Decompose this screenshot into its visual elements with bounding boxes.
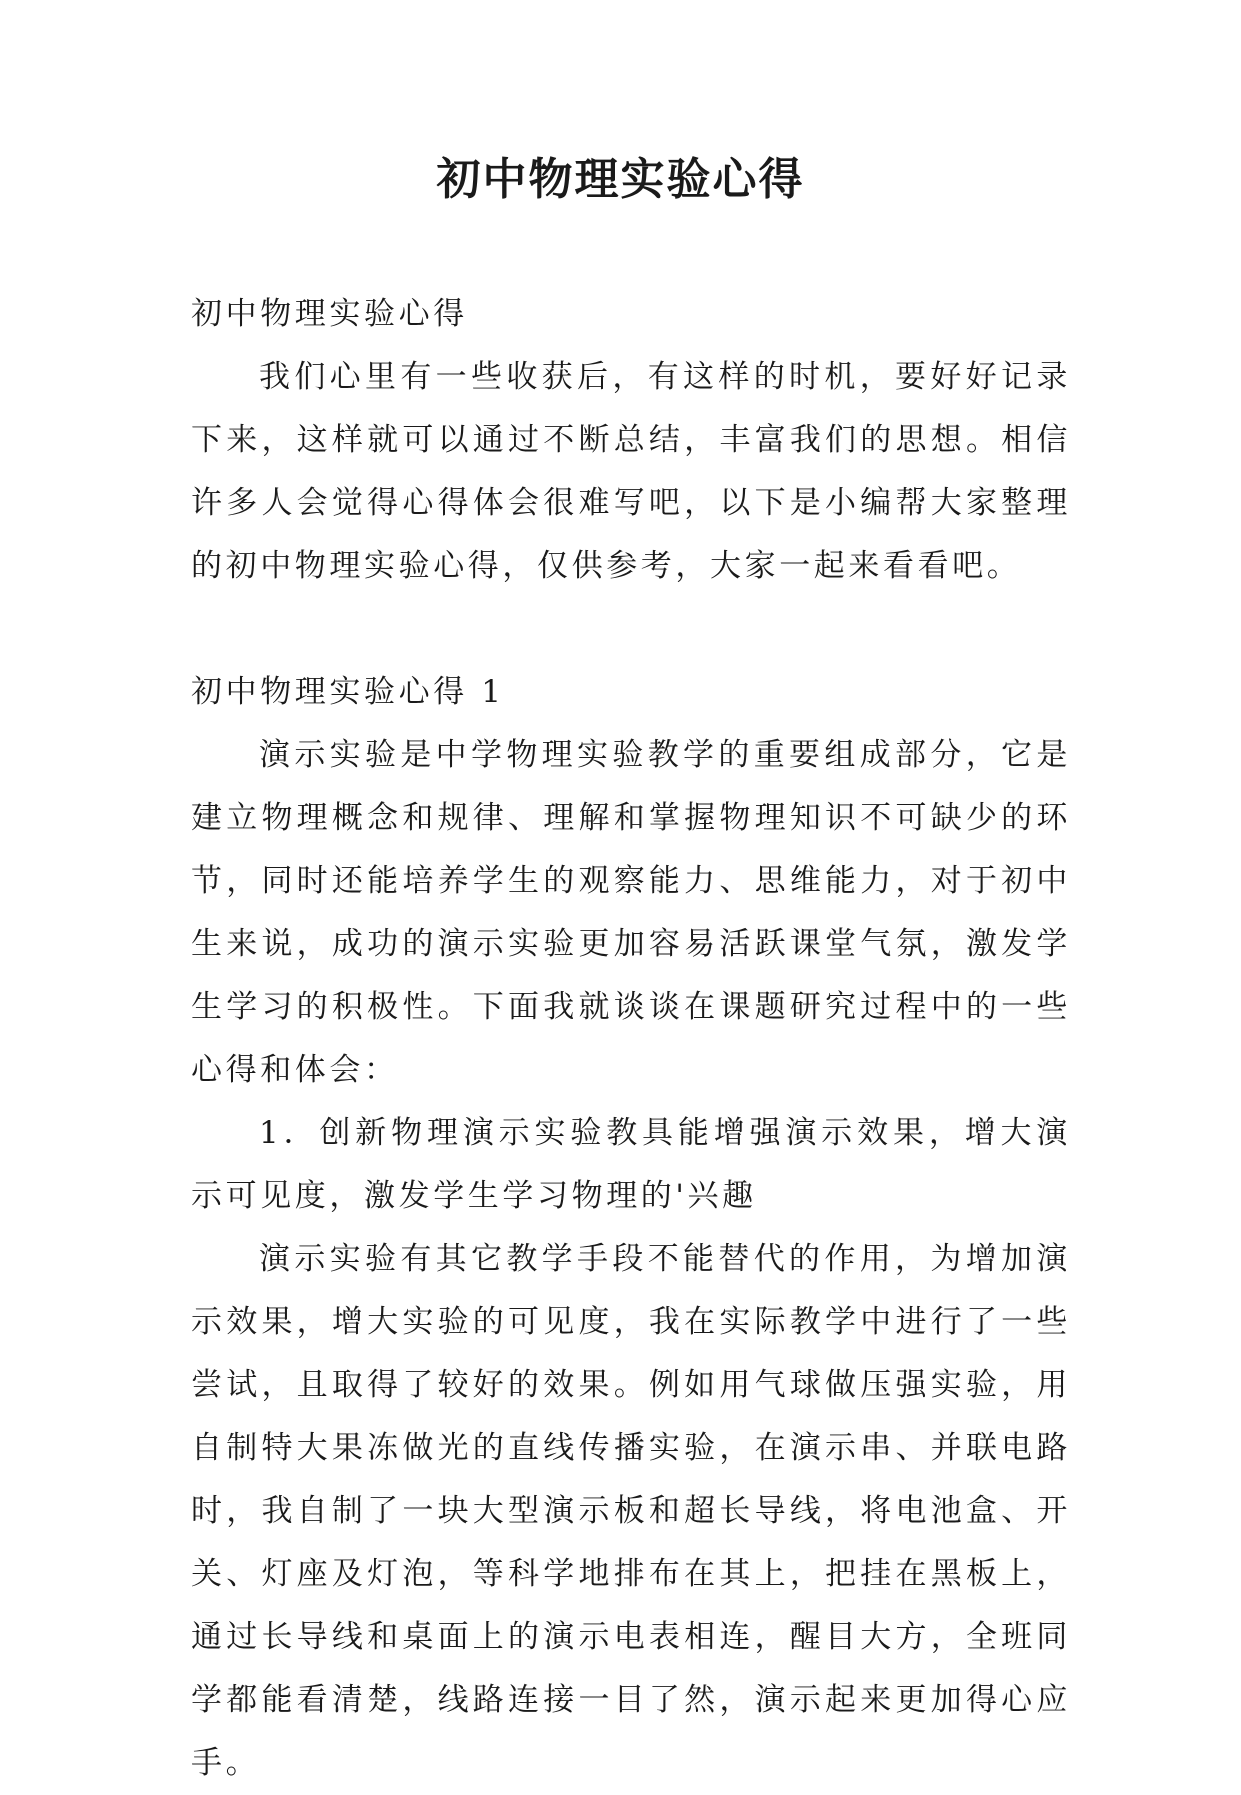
section-paragraph-1: 演示实验是中学物理实验教学的重要组成部分，它是建立物理概念和规律、理解和掌握物理知识不可缺少的环节，同时还能培养学生的观察能力、思维能力，对于初中生来说，成功的演示实验更加容易活跃课堂气氛，激发学生学习的积极性。下面我就谈谈在课题研究过程中的一些心得和体会： — [191, 737, 1071, 1088]
spacer — [191, 598, 1071, 661]
section-heading: 初中物理实验心得 1 — [191, 674, 505, 710]
intro-paragraph: 我们心里有一些收获后，有这样的时机，要好好记录下来，这样就可以通过不断总结，丰富我们的思想。相信许多人会觉得心得体会很难写吧，以下是小编帮大家整理的初中物理实验心得，仅供参考，大家一起来看看吧。 — [191, 359, 1071, 584]
section-point-1: 1．创新物理演示实验教具能增强演示效果，增大演示可见度，激发学生学习物理的'兴趣 — [191, 1115, 1071, 1214]
section-paragraph-2: 演示实验有其它教学手段不能替代的作用，为增加演示效果，增大实验的可见度，我在实际教学中进行了一些尝试，且取得了较好的效果。例如用气球做压强实验，用自制特大果冻做光的直线传播实验，在演示串、并联电路时，我自制了一块大型演示板和超长导线，将电池盒、开关、灯座及灯泡，等科学地排布在其上，把挂在黑板上，通过长导线和桌面上的演示电表相连，醒目大方，全班同学都能看清楚，线路连接一目了然，演示起来更加得心应手。 — [191, 1241, 1071, 1781]
document-body — [191, 283, 1071, 1795]
document-title: 初中物理实验心得 — [436, 154, 805, 205]
subtitle: 初中物理实验心得 — [191, 296, 468, 332]
